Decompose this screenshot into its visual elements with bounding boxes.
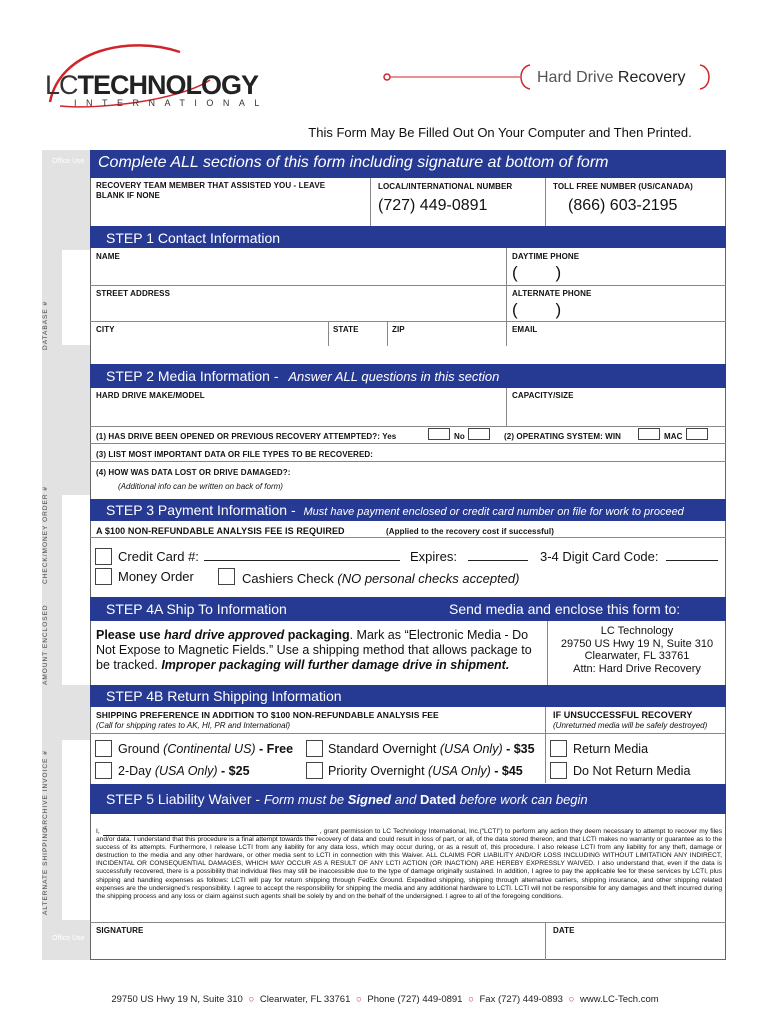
- two-day-note: (USA Only): [154, 764, 218, 778]
- intro-text: This Form May Be Filled Out On Your Computer and Then Printed.: [308, 125, 692, 140]
- state-label: STATE: [333, 325, 359, 334]
- step5-title: STEP 5 Liability Waiver -: [106, 791, 264, 807]
- q1-no-checkbox[interactable]: [468, 428, 490, 440]
- priority-overnight-checkbox[interactable]: [306, 762, 323, 779]
- daytime-phone-field[interactable]: ( ): [512, 263, 562, 282]
- ground-label: Ground: [118, 742, 164, 756]
- alt-phone-label: ALTERNATE PHONE: [512, 289, 592, 298]
- priority-label: Priority Overnight: [328, 764, 429, 778]
- footer-web[interactable]: www.LC-Tech.com: [579, 994, 659, 1005]
- step5-rest: before work can begin: [456, 792, 588, 807]
- footer-fax: Fax (727) 449-0893: [479, 994, 563, 1005]
- packaging-p1-em: hard drive approved: [164, 628, 285, 642]
- step4a-bar: [90, 597, 726, 621]
- ship-to-address: [548, 625, 726, 675]
- name-label: NAME: [96, 252, 120, 261]
- address-line-2: 29750 US Hwy 19 N, Suite 310: [560, 637, 714, 650]
- priority-note: (USA Only): [428, 764, 491, 778]
- step5-subtitle: [264, 792, 588, 807]
- packaging-warning: Improper packaging will further damage drive in shipment.: [161, 658, 510, 672]
- q1-no-label: No: [454, 432, 465, 441]
- logo-technology: TECHNOLOGY: [77, 70, 259, 100]
- return-media-label: Return Media: [573, 742, 649, 756]
- card-code-label: 3-4 Digit Card Code:: [540, 549, 659, 564]
- step4a-title: STEP 4A Ship To Information: [106, 601, 287, 617]
- date-label: DATE: [553, 926, 575, 935]
- q2-label: (2) OPERATING SYSTEM: WIN: [504, 432, 622, 441]
- step2-title: STEP 2 Media Information -: [106, 368, 283, 384]
- unsuccessful-label: IF UNSUCCESSFUL RECOVERY: [553, 710, 693, 720]
- no-return-checkbox[interactable]: [550, 762, 567, 779]
- q2-win-checkbox[interactable]: [638, 428, 660, 440]
- daytime-phone-label: DAYTIME PHONE: [512, 252, 580, 261]
- two-day-option: [118, 764, 250, 778]
- step2-bar: [90, 364, 726, 388]
- cashiers-check-note: (NO personal checks accepted): [337, 571, 520, 586]
- q4-label: (4) HOW WAS DATA LOST OR DRIVE DAMAGED?:: [96, 468, 291, 477]
- money-order-checkbox[interactable]: [95, 568, 112, 585]
- step3-title: STEP 3 Payment Information -: [106, 502, 300, 518]
- step4b-bar: [90, 685, 726, 707]
- tagline-hard-drive: Hard Drive: [537, 69, 614, 86]
- signature-label: SIGNATURE: [96, 926, 144, 935]
- step4b-title: STEP 4B Return Shipping Information: [106, 688, 342, 704]
- cashiers-check-checkbox[interactable]: [218, 568, 235, 585]
- shipping-pref-label: SHIPPING PREFERENCE IN ADDITION TO $100 NON-REFUNDABLE ANALYSIS FEE: [96, 710, 439, 720]
- packaging-p1: Please use: [96, 628, 165, 642]
- footer-city: Clearwater, FL 33761: [259, 994, 351, 1005]
- cashiers-check-text: [242, 571, 519, 586]
- side-label-amount: [42, 665, 49, 685]
- expires-field[interactable]: [468, 546, 528, 561]
- alt-phone-field[interactable]: ( ): [512, 300, 562, 319]
- q1-label: (1) HAS DRIVE BEEN OPENED OR PREVIOUS RECOVERY ATTEMPTED?: Yes: [96, 432, 397, 441]
- q2-mac-label: MAC: [664, 432, 683, 441]
- standard-overnight-checkbox[interactable]: [306, 740, 323, 757]
- company-logo: [40, 40, 269, 110]
- ground-option: [118, 742, 293, 756]
- q4-note: (Additional info can be written on back of form): [118, 482, 283, 491]
- standard-label: Standard Overnight: [328, 742, 440, 756]
- city-label: CITY: [96, 325, 115, 334]
- team-label: RECOVERY TEAM MEMBER THAT ASSISTED YOU - LEAVE BLANK IF NONE: [96, 181, 326, 200]
- footer-phone: Phone (727) 449-0891: [367, 994, 463, 1005]
- tagline: [537, 69, 686, 87]
- side-label-check: [42, 564, 49, 584]
- toll-label: TOLL FREE NUMBER (US/CANADA): [553, 182, 693, 191]
- footer-bullet-icon: ○: [568, 994, 575, 1005]
- ground-price: - Free: [255, 742, 294, 756]
- no-return-label: Do Not Return Media: [573, 764, 691, 778]
- address-line-1: LC Technology: [600, 625, 674, 637]
- zip-label: ZIP: [392, 325, 405, 334]
- street-label: STREET ADDRESS: [96, 289, 171, 298]
- packaging-instructions: [96, 628, 544, 673]
- expires-label: Expires:: [410, 549, 457, 564]
- email-label: EMAIL: [512, 325, 538, 334]
- footer-address: 29750 US Hwy 19 N, Suite 310: [111, 994, 243, 1005]
- tagline-recovery: Recovery: [617, 69, 686, 86]
- waiver-name-field[interactable]: [103, 829, 317, 836]
- step4a-send: Send media and enclose this form to:: [449, 601, 681, 617]
- logo-international: INTERNATIONAL: [74, 98, 269, 108]
- ground-note: (Continental US): [163, 742, 256, 756]
- shipping-pref-note: (Call for shipping rates to AK, HI, PR and International): [96, 721, 291, 730]
- cashiers-check-label: Cashiers Check: [242, 571, 334, 586]
- step5-dated: Dated: [420, 792, 457, 807]
- credit-card-checkbox[interactable]: [95, 548, 112, 565]
- step3-bar: [90, 499, 726, 521]
- standard-overnight-option: [328, 742, 535, 756]
- make-label: HARD DRIVE MAKE/MODEL: [96, 391, 205, 400]
- footer-bullet-icon: ○: [468, 994, 474, 1005]
- money-order-label: Money Order: [118, 569, 194, 584]
- fee-note: (Applied to the recovery cost if successful): [386, 527, 554, 536]
- side-label-database: [42, 330, 49, 350]
- credit-card-field[interactable]: [204, 546, 400, 561]
- step1-bar: [90, 226, 726, 248]
- packaging-p1-rest: . Mark as “Electronic Media - Do Not Expose to Magnetic Fields.” Use a shipping method that allows package to be tracked.: [96, 628, 532, 672]
- office-use-label-top: Office Use: [52, 158, 85, 165]
- toll-number: (866) 603-2195: [568, 197, 678, 214]
- step5-sub1: Form must be: [263, 792, 348, 807]
- address-line-3: Clearwater, FL 33761: [584, 650, 690, 662]
- two-day-label: 2-Day: [118, 764, 155, 778]
- capacity-label: CAPACITY/SIZE: [512, 391, 574, 400]
- credit-card-label: Credit Card #:: [118, 549, 199, 564]
- ground-checkbox[interactable]: [95, 740, 112, 757]
- footer-bullet-icon: ○: [248, 994, 255, 1005]
- main-title-bar: [90, 150, 726, 178]
- unsuccessful-note: (Unreturned media will be safely destroyed): [553, 721, 708, 730]
- return-media-checkbox[interactable]: [550, 740, 567, 757]
- step5-and: and: [391, 792, 420, 807]
- local-label: LOCAL/INTERNATIONAL NUMBER: [378, 182, 513, 191]
- step1-title: STEP 1 Contact Information: [106, 230, 281, 246]
- logo-lc: LC: [45, 70, 78, 100]
- priority-price: - $45: [490, 764, 523, 778]
- address-line-4: Attn: Hard Drive Recovery: [573, 662, 701, 675]
- standard-note: (USA Only): [439, 742, 503, 756]
- two-day-checkbox[interactable]: [95, 762, 112, 779]
- main-title: Complete ALL sections of this form including signature at bottom of form: [98, 154, 609, 171]
- fee-label: A $100 NON-REFUNDABLE ANALYSIS FEE IS REQUIRED: [96, 526, 345, 536]
- priority-overnight-option: [328, 764, 523, 778]
- step5-signed: Signed: [347, 792, 392, 807]
- footer: [0, 994, 770, 1005]
- waiver-text: [96, 828, 722, 901]
- waiver-body: , grant permission to LC Technology International, Inc.(“LCTI”) to perform any action they deem necessary to attempt to recover my files and/or data. I understand that this procedure is a final attempt towards the recovery of data and could result in loss of part, or all, of the data stored thereon, and that LCTI makes no warranty or guarantee as to the success of its attempts. Furthermore, I release LCTI from any liability for any data loss, which may occur during, or as a result of, this procedure. I also release LCTI from any liability for any theft, damage or destruction to the media and any other hardware, or other media sent to LCTI in connection with this Waiver. ALL CLAIMS FOR LIABILITY AND/OR LOSS INCLUDING WITHOUT LIMITATION ANY INDIRECT, INCIDENTAL OR CONSEQUENTIAL DAMAGES, WHICH MAY OCCUR AS A RESULT OF ANY LCTI ACTION (OR INACTION) ARE HEREBY EXPRESSLY WAIVED. I also understand that, even if the data is successfully recovered, there is a possibility that individual files may still be inaccessible due to the type of damage originally sustained. In addition, I agree to pay the applicable fee for these services by LCTI, plus shipping and handling expenses as follows: LCTI will pay for return shipping through FedEx Ground. Expedited shipping, shipping through alternative carriers, shipping insurance, and other shipping related expenses are the undersigned’s responsibility. I agree to accept the responsibility for shipping the media and any additional hardware to LCTI. LCTI will not be responsible for any damages and theft incurred during the shipping process and any loss or claim against such agents shall be solely by and on the behalf of the undersigned. I agree to all of the foregoing conditions.: [96, 828, 722, 900]
- side-label-alt-shipping: [42, 895, 49, 915]
- q3-label: (3) LIST MOST IMPORTANT DATA OR FILE TYPES TO BE RECOVERED:: [96, 450, 374, 459]
- step2-subtitle: Answer ALL questions in this section: [288, 369, 500, 384]
- step3-subtitle: Must have payment enclosed or credit card number on file for work to proceed: [303, 506, 684, 518]
- step5-bar: [90, 784, 726, 814]
- local-number: (727) 449-0891: [378, 197, 488, 214]
- two-day-price: - $25: [217, 764, 250, 778]
- standard-price: - $35: [502, 742, 535, 756]
- q1-yes-checkbox[interactable]: [428, 428, 450, 440]
- q2-mac-checkbox[interactable]: [686, 428, 708, 440]
- waiver-i: I,: [96, 828, 100, 835]
- office-use-label-bottom: Office Use: [52, 935, 85, 942]
- card-code-field[interactable]: [666, 546, 718, 561]
- footer-bullet-icon: ○: [356, 994, 362, 1005]
- packaging-p1-b: packaging: [284, 628, 350, 642]
